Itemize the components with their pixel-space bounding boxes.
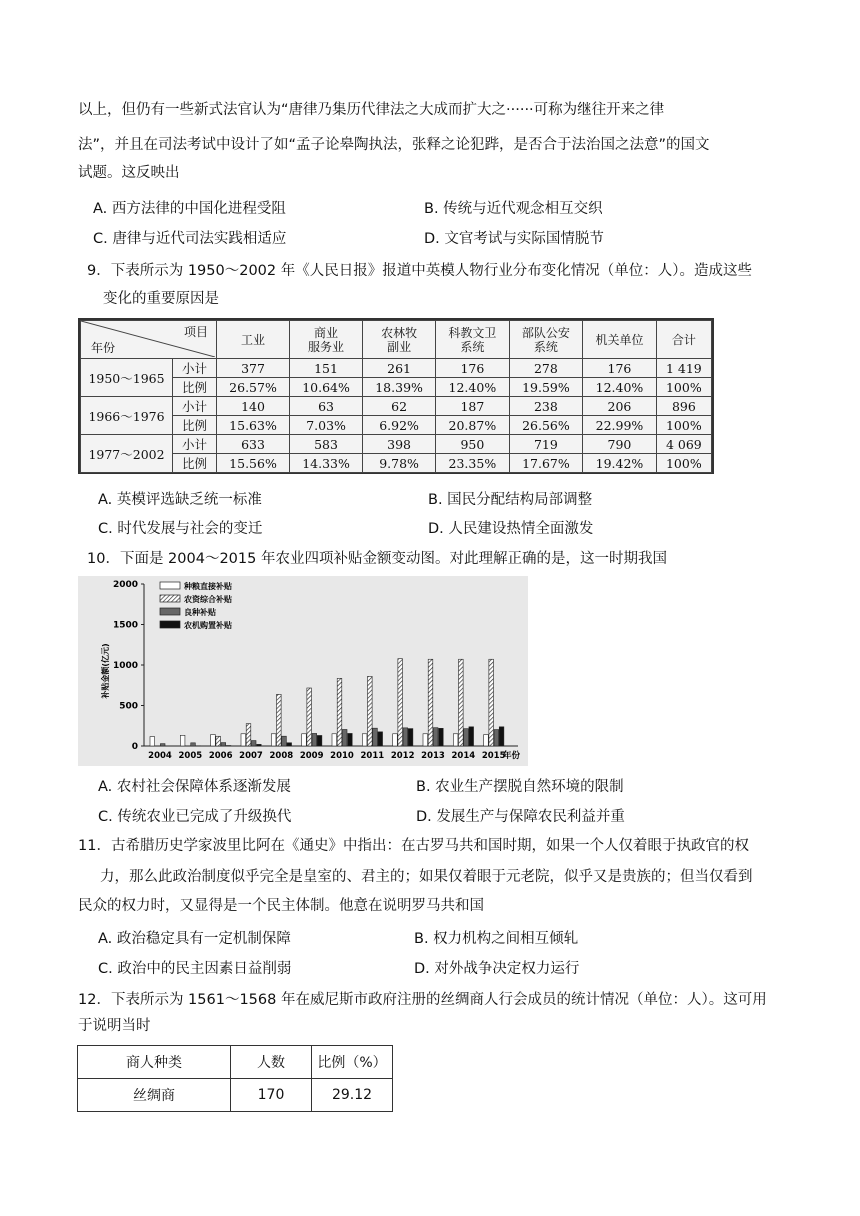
q9-option-c[interactable]: C. 时代发展与社会的变迁 (98, 521, 263, 537)
q9-stem-line-1: 9．下表所示为 1950～2002 年《人民日报》报道中英模人物行业分布变化情况（单位：人）。造成这些 (87, 263, 752, 279)
table-cell: 100% (656, 416, 711, 435)
table-cell: 950 (436, 435, 510, 454)
bar-3 (499, 727, 504, 746)
q8-option-c[interactable]: C. 唐律与近代司法实践相适应 (93, 231, 287, 247)
table-cell: 15.56% (217, 454, 290, 473)
bar-3 (378, 732, 383, 746)
bar-2 (342, 729, 347, 746)
row-label-cell: 小计 (173, 435, 217, 454)
bar-2 (282, 736, 287, 746)
cell-merchant-type: 丝绸商 (78, 1079, 231, 1112)
x-tick-label: 2005 (178, 751, 203, 761)
column-header: 部队公安 系统 (509, 321, 583, 359)
table-cell: 19.59% (509, 378, 583, 397)
bar-0 (362, 734, 367, 746)
x-tick-label: 2014 (451, 751, 476, 761)
q10-stem-line-1: 10．下面是 2004～2015 年农业四项补贴金额变动图。对此理解正确的是，这一时期我国 (87, 551, 667, 567)
q11-option-b[interactable]: B. 权力机构之间相互倾轧 (414, 931, 579, 947)
table-cell: 140 (217, 397, 290, 416)
bar-3 (317, 735, 322, 746)
bar-0 (180, 735, 185, 746)
table-row (78, 1079, 393, 1112)
header-count: 人数 (231, 1046, 312, 1079)
bar-2 (160, 744, 165, 746)
q9-option-d[interactable]: D. 人民建设热情全面激发 (428, 521, 594, 537)
q9-data-table (78, 318, 714, 474)
table-cell: 583 (290, 435, 363, 454)
legend-swatch (160, 582, 180, 589)
row-label-cell: 比例 (173, 416, 217, 435)
q12-stem-line-2: 于说明当时 (78, 1018, 151, 1034)
table-cell: 100% (656, 378, 711, 397)
bar-3 (257, 744, 262, 746)
bar-0 (484, 735, 489, 746)
q11-option-d[interactable]: D. 对外战争决定权力运行 (414, 961, 580, 977)
table-cell: 12.40% (583, 378, 657, 397)
table-cell: 12.40% (436, 378, 510, 397)
bar-0 (332, 734, 337, 746)
bar-2 (403, 728, 408, 746)
legend-label: 农资综合补贴 (184, 595, 232, 604)
table-cell: 19.42% (583, 454, 657, 473)
y-tick-label: 1000 (112, 661, 138, 671)
bar-2 (433, 728, 438, 746)
bar-0 (150, 737, 155, 746)
legend-swatch (160, 621, 180, 628)
bar-0 (302, 734, 307, 746)
intro-line-3: 试题。这反映出 (78, 165, 180, 181)
q11-option-c[interactable]: C. 政治中的民主因素日益削弱 (98, 961, 292, 977)
bar-1 (277, 694, 282, 746)
row-label-cell: 比例 (173, 454, 217, 473)
table-cell: 9.78% (363, 454, 436, 473)
table-cell: 633 (217, 435, 290, 454)
bar-3 (408, 729, 413, 746)
table-cell: 896 (656, 397, 711, 416)
x-tick-label: 2015 (481, 751, 506, 761)
table-cell: 278 (509, 359, 583, 378)
x-tick-label: 2007 (239, 751, 263, 761)
bar-3 (287, 743, 292, 746)
bar-1 (307, 688, 312, 746)
row-label-cell: 小计 (173, 359, 217, 378)
bar-3 (348, 733, 353, 746)
table-cell: 176 (436, 359, 510, 378)
q9-stem-line-2: 变化的重要原因是 (103, 291, 219, 307)
x-tick-label: 2011 (360, 751, 385, 761)
bar-0 (453, 734, 458, 746)
q11-stem-line-3: 民众的权力时，又显得是一个民主体制。他意在说明罗马共和国 (78, 898, 484, 914)
column-header: 机关单位 (583, 321, 657, 359)
intro-line-1: 以上，但仍有一些新式法官认为“唐律乃集历代律法之大成而扩大之······可称为继往开来之律 (78, 102, 665, 118)
table-cell: 4 069 (656, 435, 711, 454)
y-tick-label: 2000 (112, 580, 138, 590)
chart-svg (78, 576, 528, 766)
y-axis-label: 补贴金额(亿元) (101, 643, 110, 699)
table-row (81, 454, 712, 473)
table-cell: 176 (583, 359, 657, 378)
q10-option-a[interactable]: A. 农村社会保障体系逐渐发展 (98, 779, 291, 795)
row-label-cell: 比例 (173, 378, 217, 397)
bar-2 (251, 741, 256, 746)
bar-0 (393, 734, 398, 746)
q10-subsidy-chart (78, 576, 528, 766)
q8-option-d[interactable]: D. 文官考试与实际国情脱节 (424, 231, 604, 247)
q12-stem-line-1: 12．下表所示为 1561～1568 年在威尼斯市政府注册的丝绸商人行会成员的统计情况（单位：人）。这可用 (78, 992, 767, 1008)
period-cell: 1966～1976 (81, 397, 173, 435)
table-cell: 7.03% (290, 416, 363, 435)
table-cell: 377 (217, 359, 290, 378)
q9-option-a[interactable]: A. 英模评选缺乏统一标准 (98, 492, 262, 508)
bar-0 (211, 734, 216, 746)
bar-0 (241, 734, 246, 746)
table-cell: 719 (509, 435, 583, 454)
table-row (81, 359, 712, 378)
table-cell: 187 (436, 397, 510, 416)
q12-merchant-table (77, 1045, 393, 1112)
table-cell: 63 (290, 397, 363, 416)
table-cell: 261 (363, 359, 436, 378)
period-cell: 1950～1965 (81, 359, 173, 397)
bar-1 (246, 724, 251, 746)
q10-option-d[interactable]: D. 发展生产与保障农民利益并重 (416, 809, 625, 825)
row-label-cell: 小计 (173, 397, 217, 416)
table-cell: 10.64% (290, 378, 363, 397)
bar-3 (439, 728, 444, 746)
y-tick-label: 500 (119, 701, 138, 712)
legend-label: 良种补贴 (184, 608, 216, 617)
bar-1 (459, 659, 464, 746)
q11-stem-line-2: 力，那么此政治制度似乎完全是皇室的、君主的；如果仅着眼于元老院，似乎又是贵族的；但当仅看到 (100, 869, 753, 885)
x-tick-label: 2009 (299, 751, 324, 761)
table-cell: 6.92% (363, 416, 436, 435)
bar-2 (494, 730, 499, 746)
q11-option-a[interactable]: A. 政治稳定具有一定机制保障 (98, 931, 291, 947)
bar-2 (221, 743, 226, 746)
table-cell: 18.39% (363, 378, 436, 397)
table-cell: 17.67% (509, 454, 583, 473)
column-header: 工业 (217, 321, 290, 359)
legend-label: 种粮直接补贴 (184, 582, 232, 591)
q11-stem-line-1: 11．古希腊历史学家波里比阿在《通史》中指出：在古罗马共和国时期，如果一个人仅着眼于执政官的权 (78, 838, 749, 854)
bar-2 (464, 729, 469, 746)
table-row (81, 378, 712, 397)
legend-swatch (160, 608, 180, 615)
column-header: 农林牧 副业 (363, 321, 436, 359)
bar-0 (423, 734, 428, 746)
bar-2 (191, 743, 196, 746)
cell-count: 170 (231, 1079, 312, 1112)
column-header: 科教文卫 系统 (436, 321, 510, 359)
bar-1 (337, 678, 342, 746)
x-tick-label: 2013 (421, 751, 445, 761)
table-cell: 238 (509, 397, 583, 416)
x-tick-label: 2012 (390, 751, 415, 761)
table-cell: 15.63% (217, 416, 290, 435)
bar-2 (373, 728, 378, 746)
table-cell: 26.56% (509, 416, 583, 435)
legend-swatch (160, 595, 180, 602)
bar-1 (428, 659, 433, 746)
corner-label-items: 项目 (183, 325, 208, 339)
column-header: 商业 服务业 (290, 321, 363, 359)
x-tick-label: 2006 (208, 751, 233, 761)
bar-2 (312, 733, 317, 746)
table-corner-cell (81, 321, 217, 359)
table-cell: 206 (583, 397, 657, 416)
x-tick-label: 2004 (148, 751, 172, 761)
bar-1 (216, 736, 221, 746)
table-row (81, 435, 712, 454)
table-cell: 23.35% (436, 454, 510, 473)
table-cell: 790 (583, 435, 657, 454)
table-cell: 26.57% (217, 378, 290, 397)
bar-1 (368, 676, 373, 746)
x-axis-label: 年份 (502, 751, 520, 761)
y-tick-label: 1500 (112, 620, 138, 631)
q10-option-b[interactable]: B. 农业生产摆脱自然环境的限制 (416, 779, 624, 795)
table-header-row (78, 1046, 393, 1079)
header-ratio: 比例（%） (312, 1046, 393, 1079)
bar-0 (271, 734, 276, 746)
q8-option-a[interactable]: A. 西方法律的中国化进程受阻 (93, 201, 286, 217)
table-cell: 1 419 (656, 359, 711, 378)
legend-label: 农机购置补贴 (184, 621, 232, 630)
q8-option-b[interactable]: B. 传统与近代观念相互交织 (424, 201, 603, 217)
bar-1 (489, 659, 494, 746)
table-cell: 22.99% (583, 416, 657, 435)
table-cell: 14.33% (290, 454, 363, 473)
intro-line-2: 法”，并且在司法考试中设计了如“孟子论皋陶执法，张释之论犯跸，是否合于法治国之法意”的国文 (78, 137, 710, 153)
bar-1 (398, 659, 403, 746)
bar-3 (469, 727, 474, 746)
x-tick-label: 2008 (269, 751, 294, 761)
table-cell: 62 (363, 397, 436, 416)
table-cell: 398 (363, 435, 436, 454)
corner-label-years: 年份 (91, 341, 116, 355)
period-cell: 1977～2002 (81, 435, 173, 473)
y-tick-label: 0 (131, 742, 138, 752)
x-tick-label: 2010 (330, 751, 354, 761)
table-row (81, 397, 712, 416)
column-header: 合计 (656, 321, 711, 359)
header-merchant-type: 商人种类 (78, 1046, 231, 1079)
q10-option-c[interactable]: C. 传统农业已完成了升级换代 (98, 809, 292, 825)
table-row (81, 416, 712, 435)
q9-option-b[interactable]: B. 国民分配结构局部调整 (428, 492, 593, 508)
table-cell: 151 (290, 359, 363, 378)
table-cell: 20.87% (436, 416, 510, 435)
table-cell: 100% (656, 454, 711, 473)
cell-ratio: 29.12 (312, 1079, 393, 1112)
